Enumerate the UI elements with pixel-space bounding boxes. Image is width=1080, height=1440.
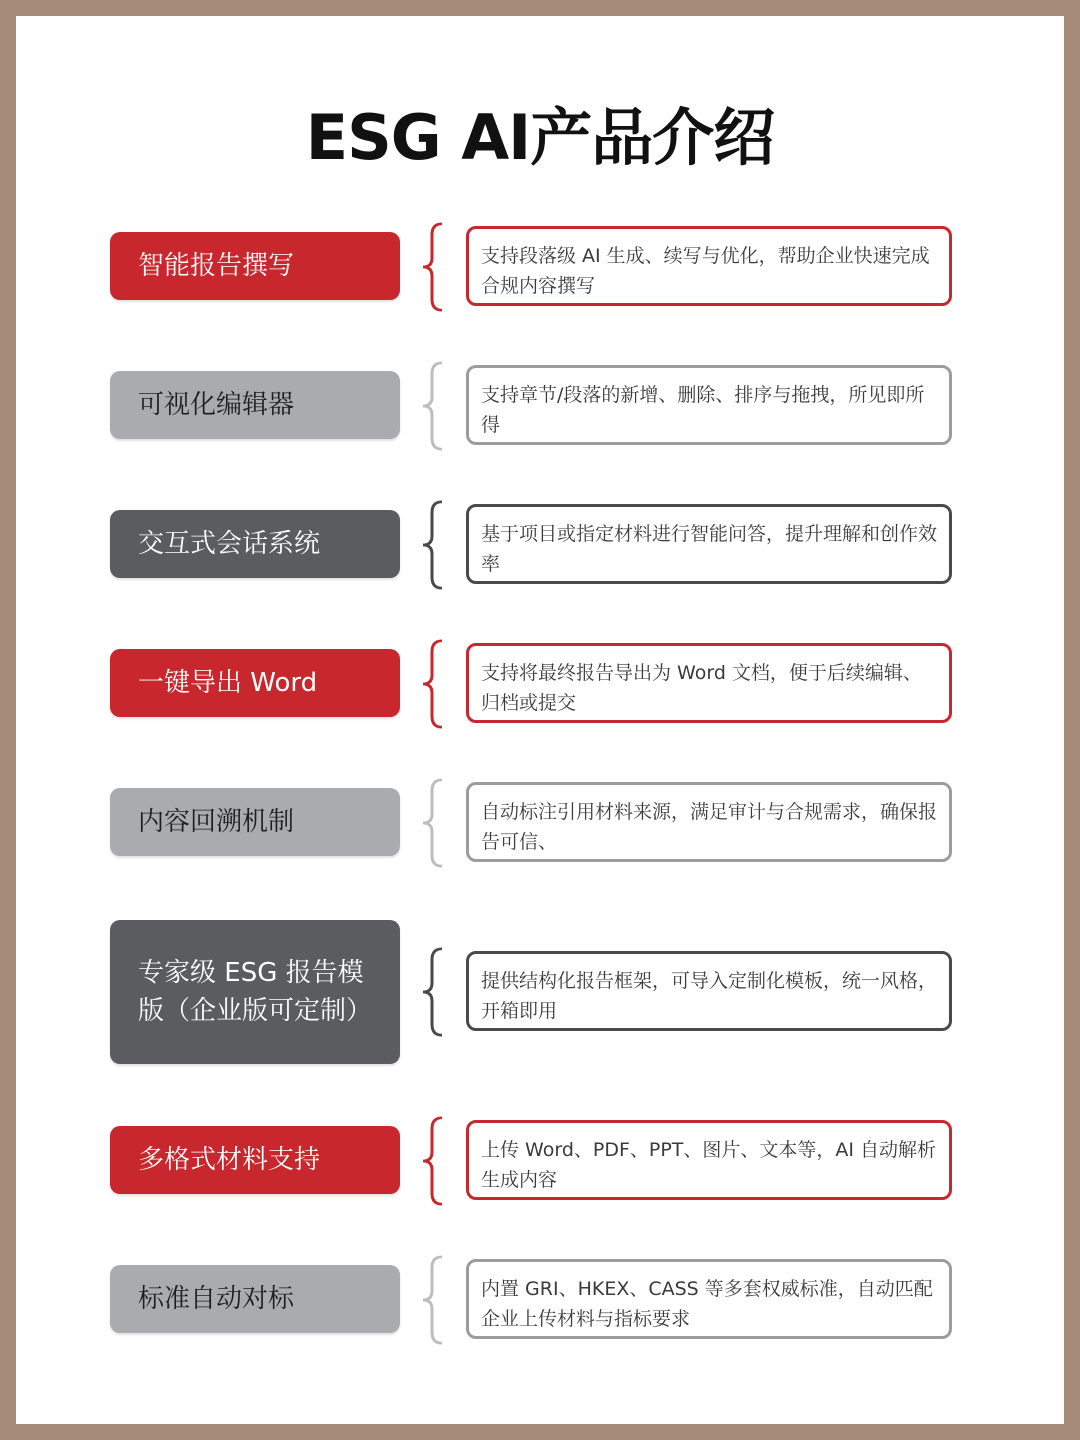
feature-description: 提供结构化报告框架，可导入定制化模板，统一风格，开箱即用 <box>466 951 952 1031</box>
page-title: ESG AI产品介绍 <box>305 101 775 174</box>
brace-icon <box>420 1116 446 1206</box>
content-card <box>16 16 1064 1424</box>
feature-description: 上传 Word、PDF、PPT、图片、文本等，AI 自动解析生成内容 <box>466 1120 952 1200</box>
brace-icon <box>420 222 446 312</box>
feature-label: 交互式会话系统 <box>110 510 400 578</box>
feature-label: 标准自动对标 <box>110 1265 400 1333</box>
feature-label: 内容回溯机制 <box>110 788 400 856</box>
feature-description: 基于项目或指定材料进行智能问答，提升理解和创作效率 <box>466 504 952 584</box>
brace-icon <box>420 500 446 590</box>
brace-icon <box>420 361 446 451</box>
brace-icon <box>420 947 446 1037</box>
brace-icon <box>420 1255 446 1345</box>
feature-label: 一键导出 Word <box>110 649 400 717</box>
brace-icon <box>420 639 446 729</box>
feature-description: 内置 GRI、HKEX、CASS 等多套权威标准，自动匹配企业上传材料与指标要求 <box>466 1259 952 1339</box>
feature-label: 可视化编辑器 <box>110 371 400 439</box>
feature-description: 支持章节/段落的新增、删除、排序与拖拽，所见即所得 <box>466 365 952 445</box>
brace-icon <box>420 778 446 868</box>
feature-label: 专家级 ESG 报告模版（企业版可定制） <box>110 920 400 1064</box>
feature-label: 多格式材料支持 <box>110 1126 400 1194</box>
feature-description: 支持段落级 AI 生成、续写与优化，帮助企业快速完成合规内容撰写 <box>466 226 952 306</box>
feature-description: 自动标注引用材料来源，满足审计与合规需求，确保报告可信、 <box>466 782 952 862</box>
feature-label: 智能报告撰写 <box>110 232 400 300</box>
feature-description: 支持将最终报告导出为 Word 文档，便于后续编辑、归档或提交 <box>466 643 952 723</box>
